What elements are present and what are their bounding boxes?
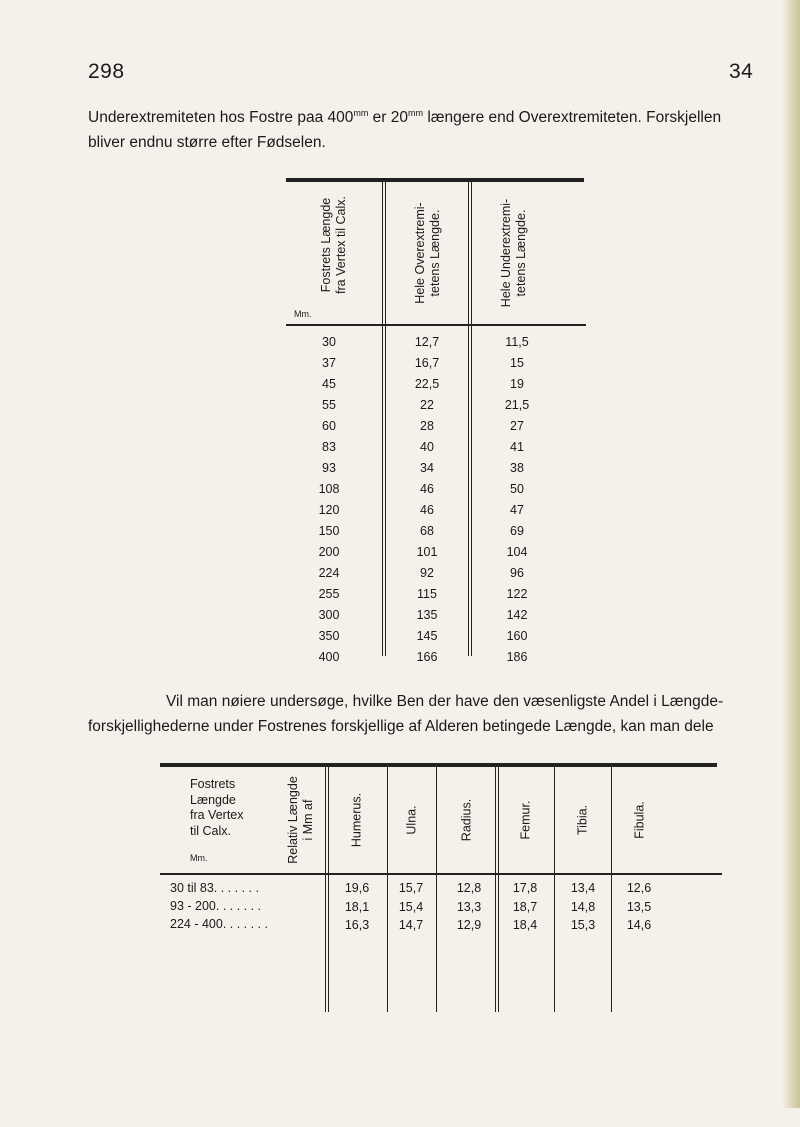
- header-humerus: Humerus.: [349, 792, 364, 848]
- table-cell: 12,9: [456, 918, 482, 932]
- column-fostrets: [294, 332, 364, 668]
- table-cell: 300: [318, 608, 340, 622]
- table-cell: 41: [510, 440, 524, 454]
- page-number-right: 34: [729, 60, 754, 83]
- table-cell: 186: [506, 650, 528, 664]
- table-cell: 15,7: [398, 881, 424, 895]
- table-cell: 11,5: [505, 335, 529, 349]
- header-fostrets-length: Fostrets Længde fra Vertex til Calx.: [190, 777, 244, 838]
- intro-paragraph: [88, 101, 768, 155]
- header-fibula: Fibula.: [632, 801, 647, 839]
- table-cell: 55: [322, 398, 336, 412]
- middle-line-1: Vil man nøiere undersøge, hvilke Ben der have den væsenligste Andel i Længde-: [166, 693, 724, 710]
- table-cell: 350: [318, 629, 340, 643]
- column-radius: [440, 879, 498, 935]
- table-cell: 108: [318, 482, 340, 496]
- middle-line-2: forskjellighederne under Fostrenes forskjellige af Alderen betingede Længde, kan man dele: [88, 718, 714, 735]
- table-cell: 224: [318, 566, 340, 580]
- table-cell: 15: [510, 356, 524, 370]
- column-underextremity: [482, 332, 552, 668]
- table-cell: 27: [510, 419, 524, 433]
- table-cell: 12,6: [626, 881, 652, 895]
- table-cell: 30: [322, 335, 336, 349]
- table-cell: 135: [416, 608, 438, 622]
- column-fibula: [610, 879, 668, 935]
- table-cell: 13,5: [626, 899, 652, 914]
- table-cell: 69: [510, 524, 524, 538]
- table-cell: 22: [420, 398, 434, 412]
- unit-label: Mm.: [294, 309, 312, 319]
- table-cell: 142: [506, 608, 528, 622]
- table-cell: 400: [318, 650, 340, 664]
- table-cell: 21,5: [504, 398, 530, 412]
- row-label: 224 - 400. . . . . . .: [170, 917, 268, 931]
- table-cell: 46: [420, 503, 434, 517]
- table-cell: 15,3: [570, 918, 596, 932]
- table-cell: 12,8: [456, 881, 482, 895]
- table-cell: 145: [416, 629, 438, 643]
- header-femur: Femur.: [518, 800, 533, 840]
- table-cell: 255: [318, 587, 340, 601]
- table-cell: 160: [506, 629, 528, 643]
- row-label: 30 til 83. . . . . . .: [170, 881, 259, 895]
- table-cell: 166: [416, 650, 438, 664]
- table-cell: 50: [510, 482, 524, 496]
- column-tibia: [554, 879, 612, 935]
- table-cell: 150: [318, 524, 340, 538]
- page-number-left: 298: [88, 60, 125, 83]
- column-ulna: [382, 879, 440, 935]
- table-header-rule: [286, 324, 586, 326]
- header-radius: Radius.: [459, 798, 474, 842]
- header-overextremity: Hele Overextremi- tetens Længde.: [413, 202, 442, 304]
- table-cell: 19: [510, 377, 524, 391]
- table-cell: 38: [510, 461, 524, 475]
- column-divider: [468, 182, 469, 656]
- table-cell: 16,7: [414, 356, 440, 370]
- column-humerus: [328, 879, 386, 935]
- table-cell: 14,6: [626, 918, 652, 932]
- header-relative-length: Relativ Længde i Mm af: [286, 776, 315, 864]
- table-cell: 200: [318, 545, 340, 559]
- header-tibia: Tibia.: [575, 804, 590, 836]
- middle-paragraph: [88, 689, 768, 739]
- column-divider: [385, 182, 386, 656]
- table-cell: 45: [322, 377, 336, 391]
- page-edge-shadow: [782, 0, 800, 1108]
- table-extremity-lengths: [286, 178, 586, 664]
- intro-line-1: Underextremiteten hos Fostre paa $400^{mm}$ er $20^{mm}$ længere end Overextremiteten. Forskjellen: [88, 108, 722, 126]
- intro-line-2: bliver endnu større efter Fødselen.: [88, 134, 326, 151]
- table-cell: 34: [420, 461, 434, 475]
- table-cell: 13,4: [570, 881, 596, 895]
- table-cell: 60: [322, 419, 336, 433]
- column-divider: [471, 182, 472, 656]
- table-top-rule: [286, 178, 584, 182]
- table-cell: 18,4: [512, 918, 538, 932]
- column-femur: [496, 879, 554, 935]
- header-ulna: Ulna.: [404, 805, 419, 835]
- header-fostrets-length: Fostrets Længde fra Vertex til Calx.: [319, 195, 348, 294]
- table-cell: 19,6: [344, 881, 370, 895]
- table-cell: 15,4: [398, 899, 424, 914]
- table-cell: 40: [420, 440, 434, 454]
- table-cell: 16,3: [344, 918, 370, 932]
- table-cell: 120: [318, 503, 340, 517]
- unit-label: Mm.: [190, 853, 208, 863]
- table-cell: 96: [510, 566, 524, 580]
- table-cell: 18,1: [344, 899, 370, 914]
- column-divider: [325, 767, 326, 1012]
- column-divider: [382, 182, 383, 656]
- table-cell: 46: [420, 482, 434, 496]
- table-cell: 101: [416, 545, 438, 559]
- table-cell: 122: [506, 587, 528, 601]
- table-cell: 12,7: [414, 335, 440, 349]
- table-relative-bone-lengths: [160, 763, 720, 1127]
- table-cell: 37: [322, 356, 336, 370]
- table-cell: 14,8: [570, 899, 596, 914]
- table-cell: 83: [322, 440, 336, 454]
- table-cell: 47: [510, 503, 524, 517]
- table-cell: 93: [322, 461, 336, 475]
- row-label: 93 - 200. . . . . . .: [170, 899, 262, 913]
- table-top-rule: [160, 763, 717, 767]
- table-cell: 17,8: [512, 881, 538, 895]
- table-cell: 68: [420, 524, 434, 538]
- header-underextremity: Hele Underextremi- tetens Længde.: [499, 198, 528, 308]
- table-header-rule: [160, 873, 722, 875]
- table-cell: 13,3: [456, 899, 482, 914]
- table-cell: 14,7: [398, 918, 424, 932]
- table-cell: 28: [420, 419, 434, 433]
- table-cell: 18,7: [512, 899, 538, 914]
- column-overextremity: [392, 332, 462, 668]
- table-cell: 104: [506, 545, 528, 559]
- table-cell: 115: [417, 587, 437, 601]
- table-cell: 22,5: [414, 377, 440, 391]
- table-cell: 92: [420, 566, 434, 580]
